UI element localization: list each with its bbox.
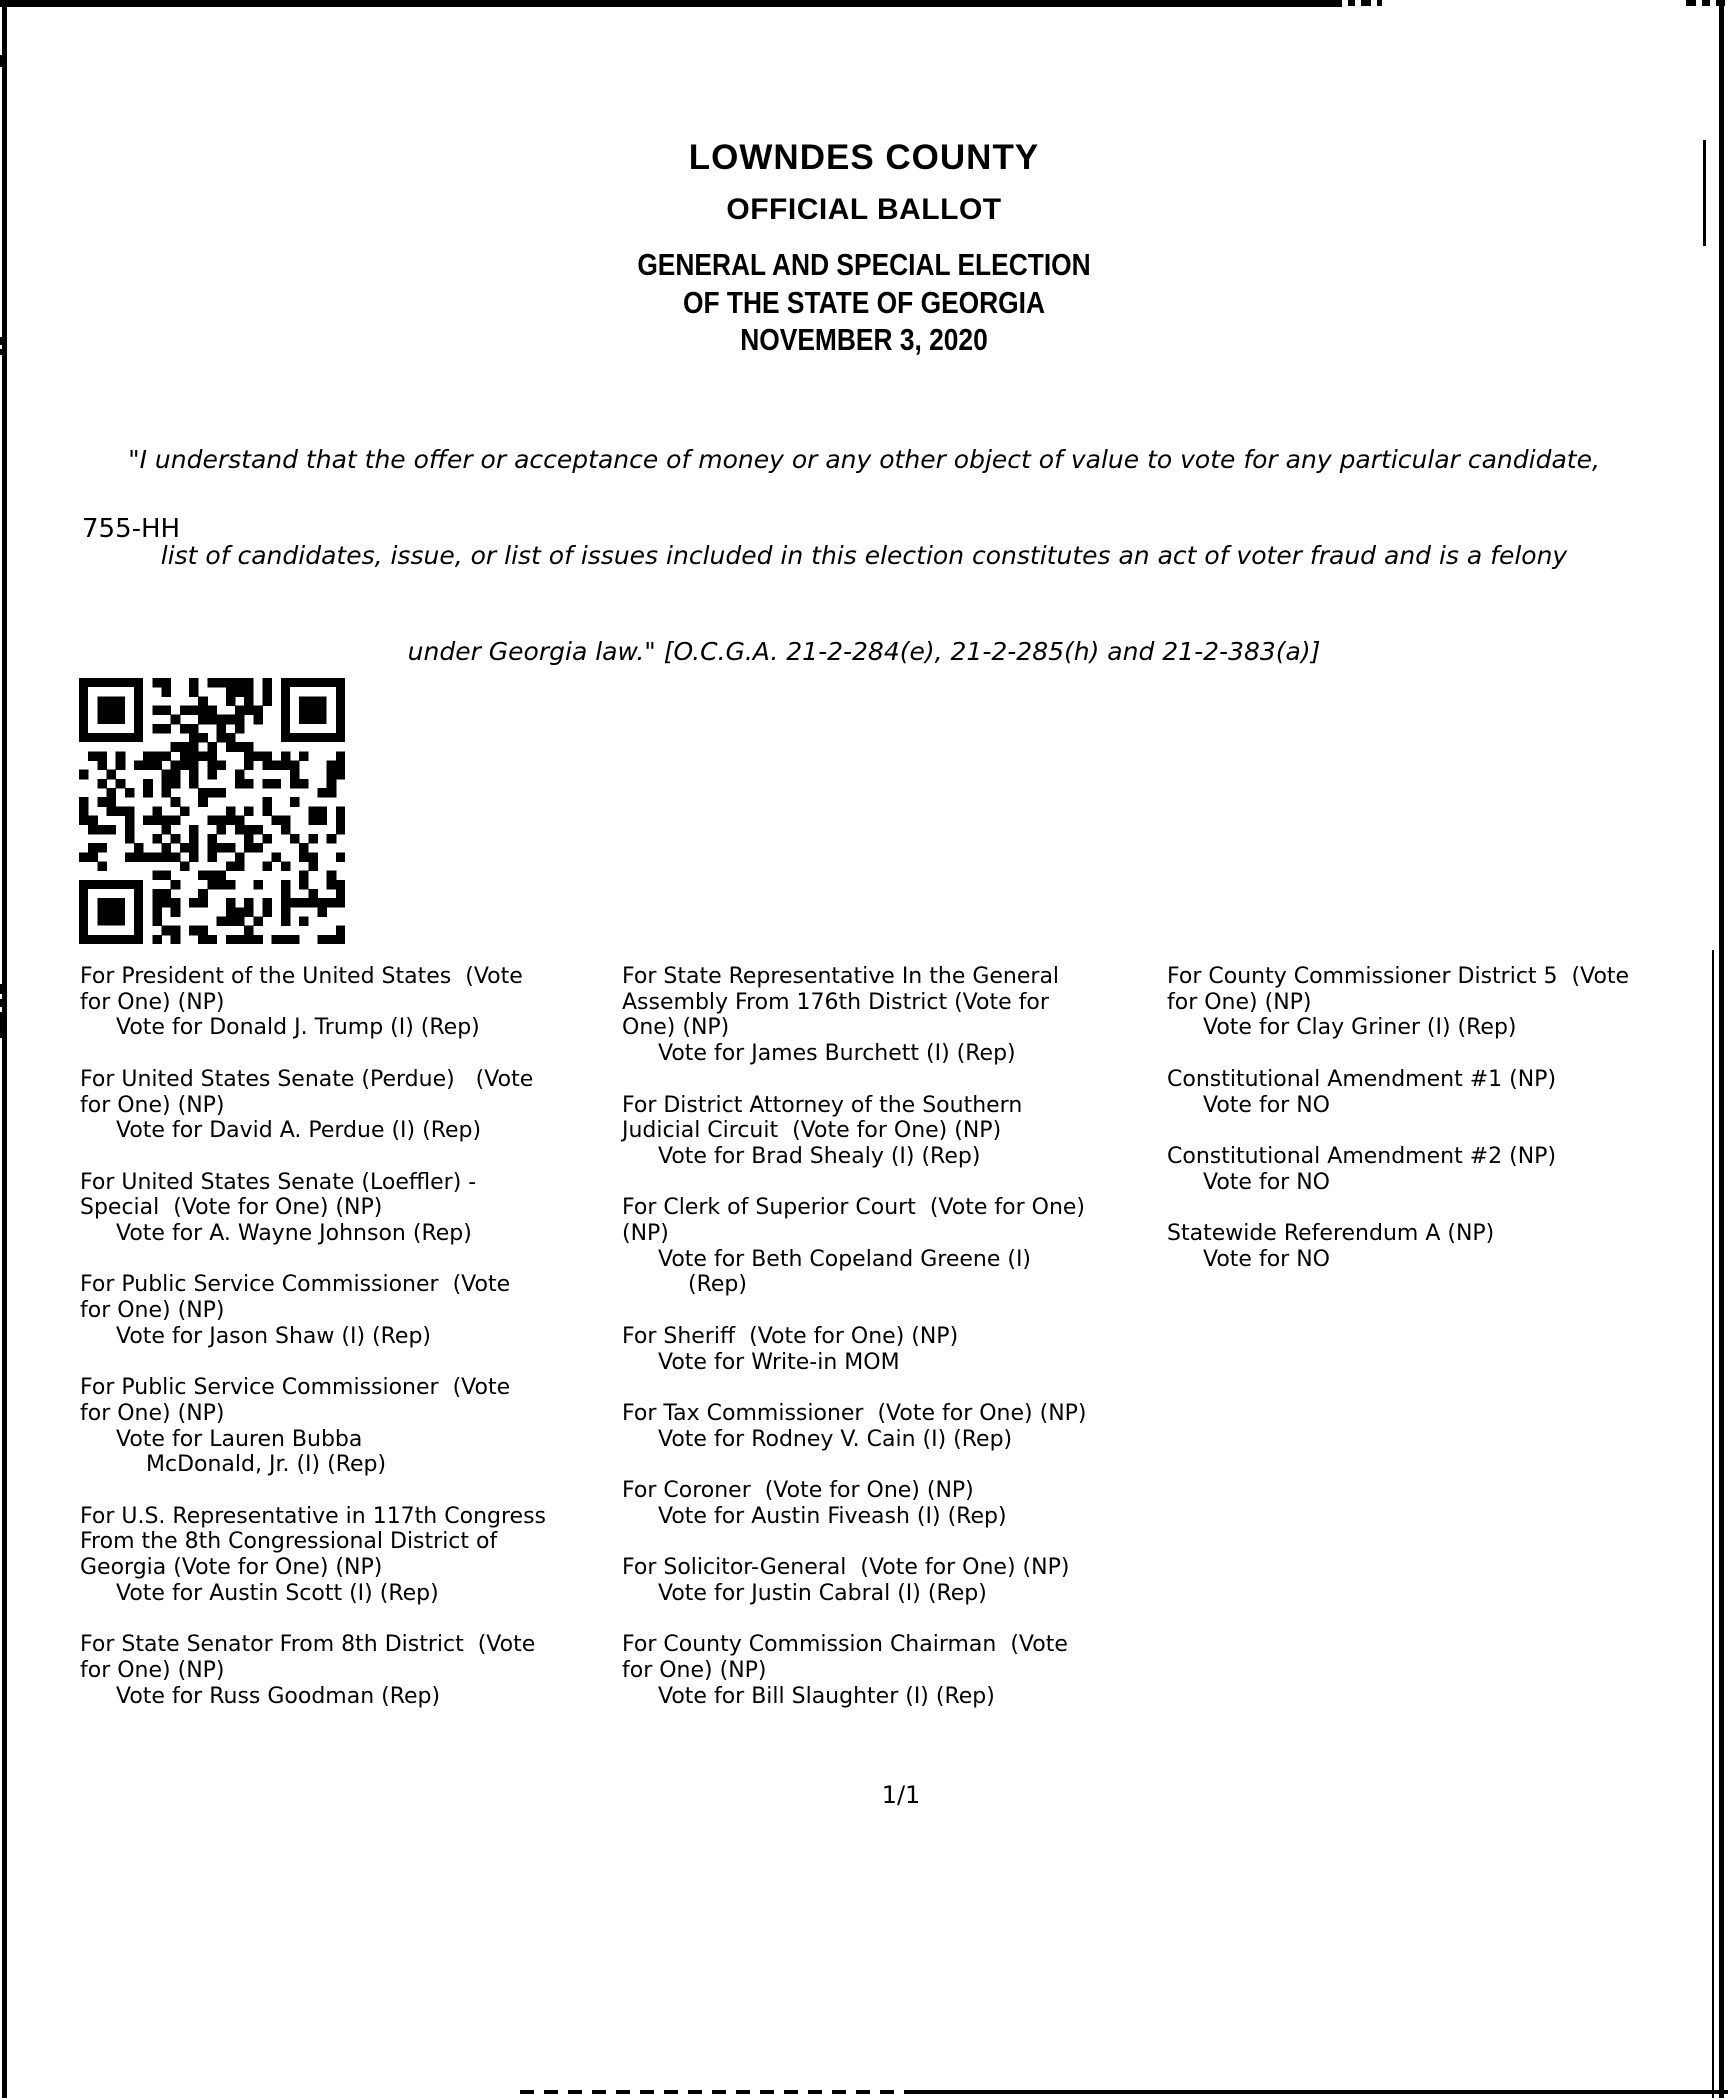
page-border-top-dash — [1348, 0, 1355, 6]
page-border-bottom — [910, 2090, 1728, 2094]
page-border-top-dash — [1702, 0, 1710, 6]
contest-title-line: Constitutional Amendment #2 (NP) — [1167, 1143, 1557, 1169]
contest-title-line: For County Commissioner District 5 (Vote — [1167, 964, 1630, 989]
contest-title-line: For United States Senate (Loeffler) - — [80, 1169, 477, 1195]
county-title: LOWNDES COUNTY — [688, 138, 1040, 177]
vote-selection-line: Vote for James Burchett (I) (Rep) — [658, 1041, 1016, 1067]
contest-title-line: for One) (NP) — [80, 1092, 225, 1118]
contest-title-line: Georgia (Vote for One) (NP) — [80, 1555, 383, 1581]
contest-block — [80, 1632, 615, 1709]
page-border-top — [0, 0, 1342, 7]
contest-block — [622, 1632, 1167, 1709]
vote-selection-line: Vote for Austin Fiveash (I) (Rep) — [658, 1503, 1007, 1529]
contest-block — [80, 964, 615, 1041]
contest-block — [622, 1401, 1167, 1452]
contest-title-line: for One) (NP) — [80, 1298, 225, 1324]
contest-block — [80, 1375, 615, 1478]
vote-selection-line: Vote for Justin Cabral (I) (Rep) — [658, 1580, 987, 1606]
vote-selection-line: Vote for NO — [1203, 1246, 1330, 1272]
contest-title-line: for One) (NP) — [622, 1657, 767, 1683]
scan-artifact — [0, 1012, 6, 1038]
contest-title-line: for One) (NP) — [1167, 989, 1312, 1015]
contest-title-line: For Clerk of Superior Court (Vote for One) — [622, 1195, 1085, 1221]
contest-title-line: for One) (NP) — [80, 1400, 225, 1426]
contest-title-line: Statewide Referendum A (NP) — [1167, 1220, 1495, 1246]
scan-artifact — [0, 55, 5, 67]
election-date: NOVEMBER 3, 2020 — [740, 322, 988, 357]
vote-selection-line: Vote for Jason Shaw (I) (Rep) — [116, 1323, 432, 1349]
contest-title-line: For United States Senate (Perdue) (Vote — [80, 1066, 534, 1092]
vote-selection-line: Vote for A. Wayne Johnson (Rep) — [116, 1221, 472, 1246]
contest-title-line: Constitutional Amendment #1 (NP) — [1167, 1066, 1557, 1092]
vote-selection-line: (Rep) — [688, 1272, 747, 1298]
fraud-warning-line: under Georgia law." [O.C.G.A. 21-2-284(e), 21-2-285(h) and 21-2-383(a)] — [407, 637, 1321, 666]
vote-selection-line: Vote for David A. Perdue (I) (Rep) — [116, 1118, 482, 1144]
contest-title-line: For Coroner (Vote for One) (NP) — [622, 1477, 974, 1503]
contest-block — [622, 1478, 1167, 1529]
vote-selection-line: Vote for Rodney V. Cain (I) (Rep) — [658, 1426, 1013, 1452]
contest-title-line: For Public Service Commissioner (Vote — [80, 1375, 511, 1401]
contest-title-line: for One) (NP) — [80, 989, 225, 1015]
contest-title-line: For President of the United States (Vote — [80, 964, 523, 989]
contest-block — [622, 1195, 1167, 1298]
contest-block — [1167, 1221, 1720, 1272]
ballot-column-1 — [80, 964, 615, 1735]
contest-title-line: Judicial Circuit (Vote for One) (NP) — [622, 1118, 1002, 1144]
contest-title-line: for One) (NP) — [80, 1657, 225, 1683]
vote-selection-line: Vote for Bill Slaughter (I) (Rep) — [658, 1683, 995, 1709]
contest-title-line: (NP) — [622, 1221, 669, 1246]
page-border-bottom-dashed — [520, 2090, 910, 2094]
ballot-column-2 — [622, 964, 1167, 1735]
contest-title-line: For District Attorney of the Southern — [622, 1092, 1023, 1118]
vote-selection-line: McDonald, Jr. (I) (Rep) — [146, 1452, 387, 1478]
ballot-style-code: 755-HH — [82, 514, 181, 544]
vote-selection-line: Vote for Lauren Bubba — [116, 1426, 363, 1452]
contest-title-line: For Tax Commissioner (Vote for One) (NP) — [622, 1400, 1087, 1426]
contest-block — [1167, 1067, 1720, 1118]
ballot-column-3 — [1167, 964, 1720, 1298]
election-title-line: GENERAL AND SPECIAL ELECTION — [637, 247, 1091, 282]
contest-title-line: For Public Service Commissioner (Vote — [80, 1272, 511, 1298]
election-title-line: OF THE STATE OF GEORGIA — [682, 285, 1046, 320]
contest-block — [80, 1067, 615, 1144]
contest-title-line: For Sheriff (Vote for One) (NP) — [622, 1323, 959, 1349]
contest-title-line: Assembly From 176th District (Vote for — [622, 989, 1049, 1015]
page-number: 1/1 — [881, 1781, 921, 1809]
vote-selection-line: Vote for NO — [1203, 1169, 1330, 1195]
official-ballot-title: OFFICIAL BALLOT — [726, 193, 1002, 226]
vote-selection-line: Vote for Brad Shealy (I) (Rep) — [658, 1143, 981, 1169]
vote-selection-line: Vote for Clay Griner (I) (Rep) — [1203, 1015, 1517, 1041]
vote-selection-line: Vote for Beth Copeland Greene (I) — [658, 1246, 1032, 1272]
scan-artifact — [0, 984, 6, 994]
vote-selection-line: Vote for Write-in MOM — [658, 1349, 900, 1375]
contest-block — [622, 1324, 1167, 1375]
contest-title-line: For Solicitor-General (Vote for One) (NP) — [622, 1555, 1070, 1581]
page-border-top-dash — [1361, 0, 1371, 6]
scan-artifact — [0, 349, 6, 355]
contest-title-line: For County Commission Chairman (Vote — [622, 1632, 1068, 1658]
contest-block — [80, 1170, 615, 1247]
page-border-top-dash — [1686, 0, 1696, 6]
scan-artifact — [0, 337, 6, 345]
contest-title-line: For State Representative In the General — [622, 964, 1060, 989]
contest-block — [622, 1093, 1167, 1170]
contest-block — [80, 1272, 615, 1349]
contest-title-line: For State Senator From 8th District (Vote — [80, 1632, 536, 1658]
contest-block — [622, 964, 1167, 1067]
page-border-top-dash — [1377, 0, 1382, 6]
contest-title-line: For U.S. Representative in 117th Congress — [80, 1503, 546, 1529]
contest-block — [622, 1555, 1167, 1606]
qr-code — [79, 678, 345, 944]
contest-title-line: One) (NP) — [622, 1015, 730, 1041]
contest-block — [1167, 964, 1720, 1041]
vote-selection-line: Vote for Donald J. Trump (I) (Rep) — [116, 1015, 480, 1041]
vote-selection-line: Vote for Russ Goodman (Rep) — [116, 1683, 441, 1709]
contest-title-line: Special (Vote for One) (NP) — [80, 1195, 383, 1221]
contest-block — [1167, 1144, 1720, 1195]
contest-title-line: From the 8th Congressional District of — [80, 1529, 498, 1555]
fraud-warning-line: "I understand that the offer or acceptance of money or any other object of value to vote for any particular candidate, — [128, 445, 1600, 474]
contest-block — [80, 1504, 615, 1607]
vote-selection-line: Vote for NO — [1203, 1092, 1330, 1118]
fraud-warning-line: list of candidates, issue, or list of issues included in this election constitutes an act of voter fraud and is a felony — [160, 541, 1568, 570]
scan-artifact — [0, 999, 6, 1007]
page-border-left — [2, 0, 7, 2098]
vote-selection-line: Vote for Austin Scott (I) (Rep) — [116, 1580, 439, 1606]
